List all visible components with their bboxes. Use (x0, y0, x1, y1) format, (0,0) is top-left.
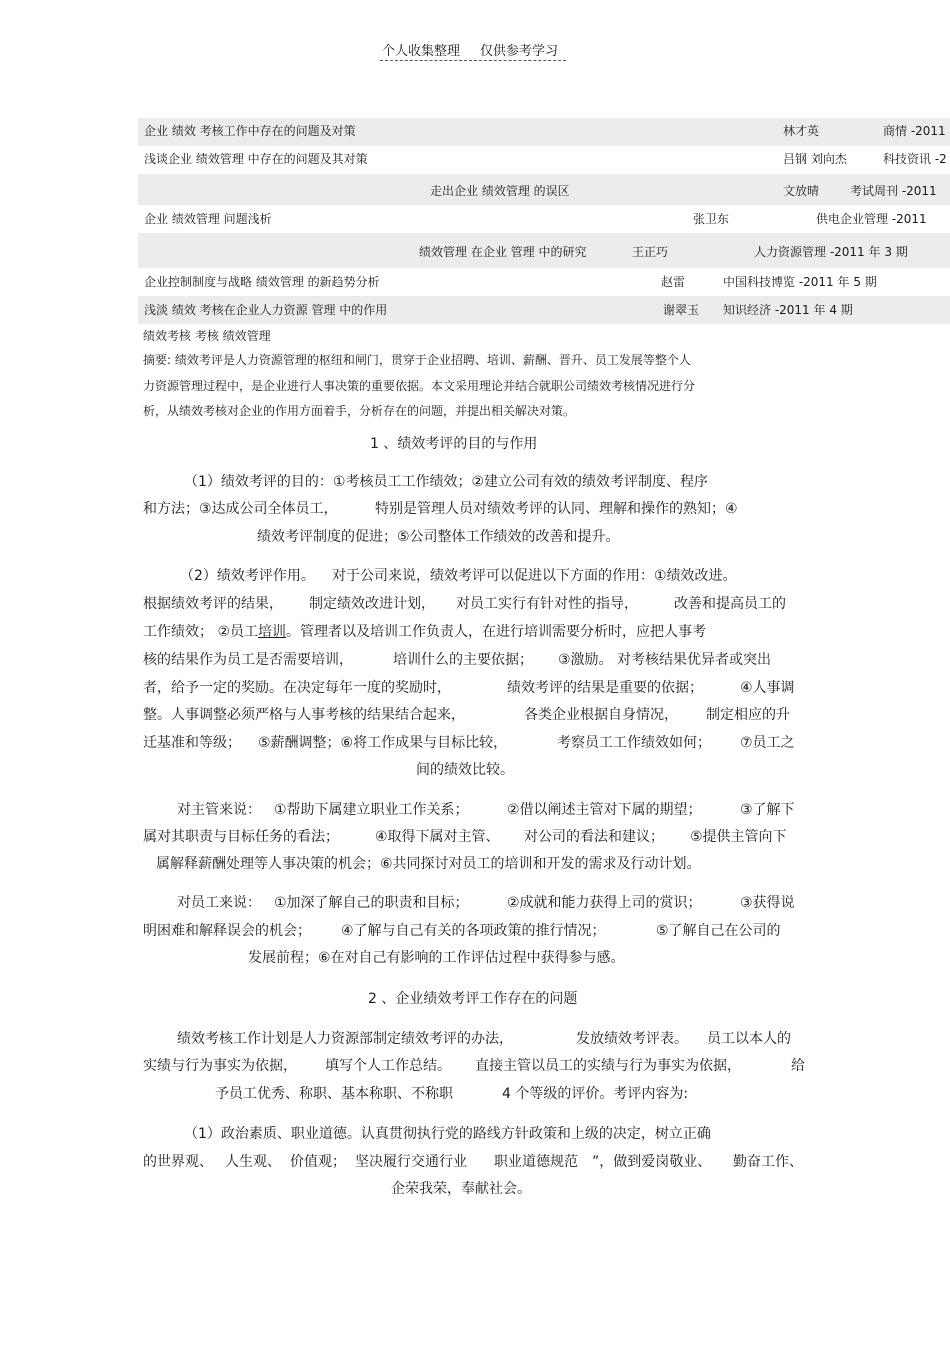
text-run: ②借以阐述主管对下属的期望； (507, 802, 702, 818)
paragraph-line: 发展前程；⑥在对自己有影响的工作评估过程中获得参与感。 (248, 950, 625, 966)
reference-author: 张卫东 (693, 212, 730, 226)
reference-title: 企业 绩效 考核工作中存在的问题及对策 (144, 124, 356, 138)
reference-source: 考试周刊 -2011 (850, 184, 937, 198)
paragraph-line (143, 732, 803, 752)
text-run: 者，给予一定的奖励。在决定每年一度的奖励时， (143, 680, 451, 696)
abstract-line: 摘要: 绩效考评是人力资源管理的枢纽和闸门，贯穿于企业招聘、培训、薪酬、晋升、员工发展等整个人 (143, 353, 691, 367)
reference-source: 商情 -2011 (883, 124, 946, 138)
paragraph-line (177, 799, 807, 819)
paragraph-line: （1）绩效考评的目的：①考核员工工作绩效；②建立公司有效的绩效考评制度、程序 (184, 474, 709, 490)
text-run: 予员工优秀、称职、基本称职、不称职 (215, 1086, 453, 1102)
reference-source: 人力资源管理 -2011 年 3 期 (754, 245, 908, 259)
paragraph-line (180, 565, 800, 585)
abstract-line: 析，从绩效考核对企业的作用方面着手，分析存在的问题，并提出相关解决对策。 (143, 404, 576, 418)
text-run: 迁基准和等级； (143, 735, 241, 751)
reference-list (138, 118, 950, 324)
reference-row (138, 233, 950, 268)
training-link[interactable]: 培训 (258, 624, 287, 640)
reference-row (138, 205, 950, 233)
reference-row (138, 118, 950, 146)
text-run: ②成就和能力获得上司的赏识； (507, 895, 702, 911)
page-header (380, 40, 566, 61)
reference-title: 绩效管理 在企业 管理 中的研究 (419, 245, 587, 259)
text-run: ⑤提供主管向下 (690, 829, 787, 845)
paragraph-line: 企荣我荣，奉献社会。 (391, 1181, 531, 1197)
text-run: 整。人事调整必须严格与人事考核的结果结合起来， (143, 707, 465, 723)
paragraph-line (143, 1055, 813, 1075)
reference-source: 知识经济 -2011 年 4 期 (723, 303, 853, 317)
text-run: 属对其职责与目标任务的看法； (143, 829, 339, 845)
text-run: 绩效考评的结果是重要的依据； (507, 680, 703, 696)
reference-author: 王正巧 (632, 245, 669, 259)
paragraph-line (215, 1083, 735, 1103)
reference-author: 谢翠玉 (663, 303, 700, 317)
paragraph-line (177, 892, 807, 912)
paragraph-line (177, 1028, 807, 1048)
header-reference-text: 仅供参考学习 (480, 44, 559, 59)
text-run: ①加深了解自己的职责和目标； (274, 895, 469, 911)
text-run: 人生观、 (225, 1154, 281, 1170)
paragraph-line (143, 593, 803, 613)
text-run: 4 个等级的评价。考评内容为: (502, 1086, 689, 1102)
reference-source: 科技资讯 -2 (883, 152, 947, 166)
text-run: ①帮助下属建立职业工作关系； (274, 802, 469, 818)
text-run: ”，做到爱岗敬业、 (592, 1154, 712, 1170)
text-run: 各类企业根据自身情况， (524, 707, 678, 723)
paragraph-line (143, 649, 803, 669)
text-run: 根据绩效考评的结果， (143, 596, 283, 612)
text-run: 价值观； (290, 1154, 346, 1170)
paragraph-line: 间的绩效比较。 (416, 762, 514, 778)
text-run: 对员工来说： (177, 895, 261, 911)
text-run: 的世界观、 (143, 1154, 213, 1170)
text-run: ⑤了解自己在公司的 (656, 923, 781, 939)
paragraph-line (143, 704, 803, 724)
text-run: 对公司的看法和建议； (524, 829, 664, 845)
text-run: 直接主管以员工的实绩与行为事实为依据， (475, 1058, 741, 1074)
text-run: 对员工实行有针对性的指导， (456, 596, 638, 612)
reference-row (138, 296, 950, 324)
text-run: 对主管来说： (177, 802, 261, 818)
text-run: 考察员工工作绩效如何； (557, 735, 711, 751)
text-run: 绩效考核工作计划是人力资源部制定绩效考评的办法， (177, 1031, 513, 1047)
reference-author: 文放晴 (783, 184, 820, 198)
text-run: 勤奋工作、 (733, 1154, 803, 1170)
text-run: ③激励。 对考核结果优异者或突出 (558, 652, 772, 668)
paragraph-line (143, 498, 783, 518)
text-run: 职业道德规范 (494, 1154, 578, 1170)
text-run: 和方法；③达成公司全体员工， (143, 501, 338, 517)
text-run: ⑦员工之 (740, 735, 795, 751)
keywords: 绩效考核 考核 绩效管理 (143, 329, 271, 343)
text-run: ④人事调 (740, 680, 795, 696)
paragraph-line (143, 621, 706, 641)
text-run: ③了解下 (740, 802, 795, 818)
paragraph-line: 绩效考评制度的促进；⑤公司整体工作绩效的改善和提升。 (257, 529, 620, 545)
text-run: 制定相应的升 (706, 707, 790, 723)
reference-title: 企业 绩效管理 问题浅析 (144, 212, 272, 226)
paragraph-line (143, 826, 803, 846)
paragraph-line: （1）政治素质、职业道德。认真贯彻执行党的路线方针政策和上级的决定，树立正确 (184, 1126, 711, 1142)
text-run: ⑤薪酬调整；⑥将工作成果与目标比较， (258, 735, 508, 751)
reference-title: 走出企业 绩效管理 的误区 (430, 184, 570, 198)
reference-row (138, 174, 950, 205)
abstract-line: 力资源管理过程中，是企业进行人事决策的重要依据。本文采用理论并结合就职公司绩效考核情况进行分 (143, 379, 696, 393)
header-collection-text: 个人收集整理 (382, 44, 461, 59)
text-run: 明困难和解释误会的机会； (143, 923, 311, 939)
paragraph-line (143, 677, 803, 697)
reference-row (138, 268, 950, 296)
reference-source: 中国科技博览 -2011 年 5 期 (723, 275, 877, 289)
text-run: ④了解与自己有关的各项政策的推行情况； (341, 923, 606, 939)
text-run: 工作绩效； ②员工 (143, 624, 259, 640)
text-run: 核的结果作为员工是否需要培训， (143, 652, 353, 668)
text-run: （2）绩效考评作用。 (180, 568, 315, 584)
text-run: 制定绩效改进计划， (309, 596, 435, 612)
reference-author: 林才英 (783, 124, 820, 138)
text-run: 改善和提高员工的 (674, 596, 786, 612)
paragraph-line (143, 1151, 813, 1171)
reference-author: 吕钢 刘向杰 (783, 152, 847, 166)
reference-author: 赵雷 (661, 275, 686, 289)
reference-title: 企业控制制度与战略 绩效管理 的新趋势分析 (144, 275, 380, 289)
section-heading: 1 、绩效考评的目的与作用 (370, 436, 538, 452)
text-run: 填写个人工作总结。 (325, 1058, 451, 1074)
reference-source: 供电企业管理 -2011 (816, 212, 927, 226)
text-run: 发放绩效考评表。 (576, 1031, 688, 1047)
text-run: 实绩与行为事实为依据， (143, 1058, 297, 1074)
text-run: 。管理者以及培训工作负责人，在进行培训需要分析时，应把人事考 (286, 624, 707, 640)
reference-row (138, 146, 950, 174)
text-run: 员工以本人的 (707, 1031, 791, 1047)
section-heading: 2 、企业绩效考评工作存在的问题 (368, 991, 578, 1007)
text-run: 培训什么的主要依据； (393, 652, 533, 668)
paragraph-line (143, 920, 803, 940)
paragraph-line: 属解释薪酬处理等人事决策的机会；⑥共同探讨对员工的培训和开发的需求及行动计划。 (156, 856, 701, 872)
text-run: 给 (791, 1058, 805, 1074)
reference-title: 浅淡 绩效 考核在企业人力资源 管理 中的作用 (144, 303, 388, 317)
text-run: ③获得说 (740, 895, 795, 911)
text-run: 特别是管理人员对绩效考评的认同、理解和操作的熟知；④ (375, 501, 738, 517)
text-run: ④取得下属对主管、 (375, 829, 500, 845)
text-run: 坚决履行交通行业 (355, 1154, 467, 1170)
text-run: 对于公司来说，绩效考评可以促进以下方面的作用：①绩效改进。 (332, 568, 737, 584)
reference-title: 浅谈企业 绩效管理 中存在的问题及其对策 (144, 152, 368, 166)
